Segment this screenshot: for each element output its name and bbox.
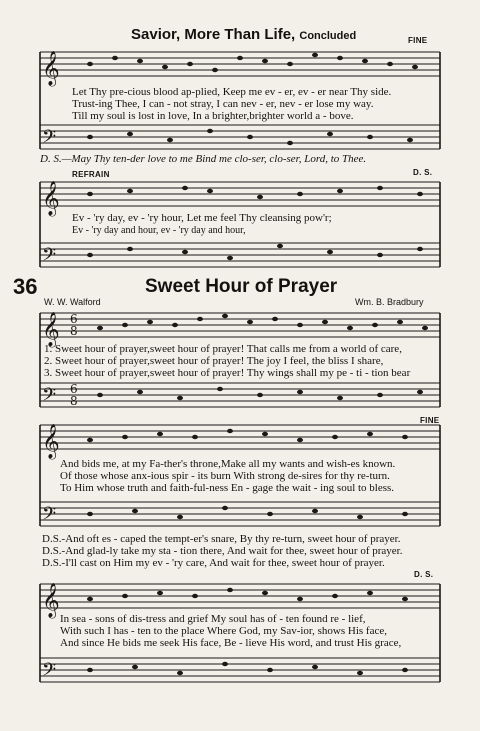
stanza-1-line-a: 1. Sweet hour of prayer,sweet hour of prayer! That calls me from a world of care,: [44, 343, 402, 355]
treble-clef-icon: 𝄞: [42, 583, 60, 618]
bass-clef-icon: 𝄢: [42, 504, 57, 529]
treble-clef-icon: 𝄞: [42, 312, 60, 347]
ds-line: D. S.—May Thy ten-der love to me Bind me clo-ser, clo-ser, Lord, to Thee.: [40, 153, 367, 165]
stanza-3-line-b: To Him whose truth and faith-ful-ness En - gage the wait - ing soul to bless.: [60, 482, 395, 494]
ds-label: D. S.: [414, 570, 434, 579]
bass-clef-icon: 𝄢: [42, 660, 57, 685]
treble-clef-icon: 𝄞: [42, 51, 60, 86]
verse-line-3: Till my soul is lost in love, In a brighter,brighter world a - bove.: [72, 110, 354, 122]
bass-clef-icon: 𝄢: [42, 127, 57, 152]
refrain-label: REFRAIN: [72, 170, 110, 179]
refrain-echo-line: Ev - 'ry day and hour, ev - 'ry day and hour,: [72, 225, 246, 236]
bass-clef-icon: 𝄢: [42, 385, 57, 410]
stanza-2-line-c: With such I has - ten to the place Where God, my Sav-ior, shows His face,: [60, 625, 387, 637]
treble-clef-icon: 𝄞: [42, 181, 60, 216]
stanza-1-line-b: And bids me, at my Fa-ther's throne,Make all my wants and wish-es known.: [60, 458, 396, 470]
fine-label: FINE: [408, 36, 428, 45]
staff-treble-5: [40, 584, 440, 608]
svg-text:6: 6: [70, 382, 78, 396]
composer-credit: Wm. B. Bradbury: [355, 297, 424, 307]
verse-line-2: Trust-ing Thee, I can - not stray, I can nev - er, nev - er lose my way.: [72, 98, 374, 110]
bass-clef-icon: 𝄢: [42, 245, 57, 270]
ds-line-2: D.S.-And glad-ly take my sta - tion there, And wait for thee, sweet hour of prayer.: [42, 545, 403, 557]
verse-line-1: Let Thy pre-cious blood ap-plied, Keep me ev - er, ev - er near Thy side.: [72, 86, 392, 98]
staff-bass-4: [40, 502, 440, 526]
staff-treble-4: [40, 425, 440, 449]
stanza-1-line-c: In sea - sons of dis-tress and grief My soul has of - ten found re - lief,: [60, 613, 366, 625]
stanza-3-line-a: 3. Sweet hour of prayer,sweet hour of prayer! Thy wings shall my pe - ti - tion bear: [44, 367, 411, 379]
hymn-title: Savior, More Than Life, Concluded: [131, 26, 357, 43]
stanza-2-line-a: 2. Sweet hour of prayer,sweet hour of prayer! The joy I feel, the bliss I share,: [44, 355, 384, 367]
hymn-number: 36: [13, 274, 38, 299]
staff-bass-1: [40, 125, 440, 149]
staff-treble-2: [40, 182, 440, 206]
staff-bass-5: [40, 658, 440, 682]
ds-label: D. S.: [413, 168, 433, 177]
treble-clef-icon: 𝄞: [42, 424, 60, 459]
hymn-title: Sweet Hour of Prayer: [145, 276, 338, 297]
svg-text:8: 8: [70, 394, 78, 408]
svg-text:8: 8: [70, 324, 78, 338]
staff-treble-1: [40, 52, 440, 76]
ds-line-3: D.S.-I'll cast on Him my ev - 'ry care, And wait for thee, sweet hour of prayer.: [42, 557, 385, 569]
author-credit: W. W. Walford: [44, 297, 101, 307]
stanza-3-line-c: And since He bids me seek His face, Be - lieve His word, and trust His grace,: [60, 637, 402, 649]
time-signature: 6: [70, 312, 78, 326]
ds-line-1: D.S.-And oft es - caped the tempt-er's snare, By thy re-turn, sweet hour of prayer.: [42, 533, 401, 545]
refrain-line: Ev - 'ry day, ev - 'ry hour, Let me feel Thy cleansing pow'r;: [72, 212, 332, 224]
fine-label: FINE: [420, 416, 440, 425]
stanza-2-line-b: Of those whose anx-ious spir - its burn With strong de-sires for thy re-turn.: [60, 470, 390, 482]
staff-treble-3: [40, 313, 440, 337]
